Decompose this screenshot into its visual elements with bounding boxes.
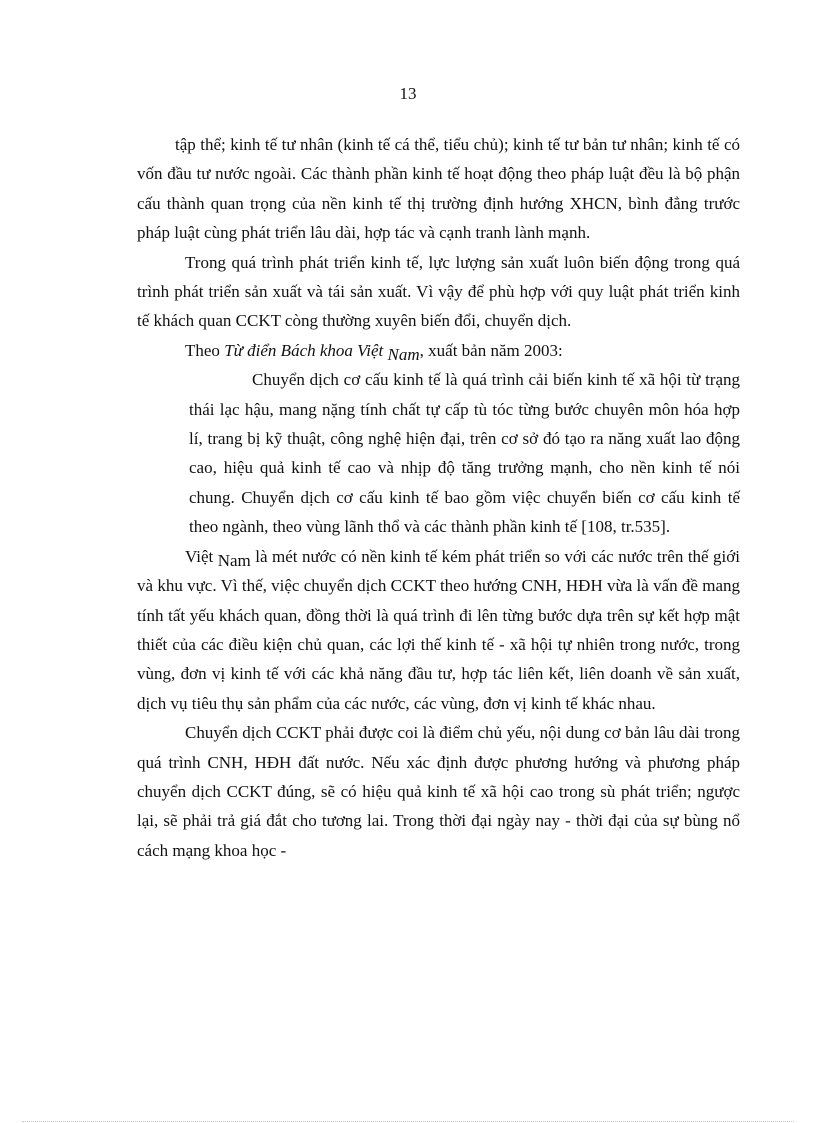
paragraph-5-lead: Việt	[185, 546, 218, 566]
paragraph-6: Chuyển dịch CCKT phải được coi là điểm chủ yếu, nội dung cơ bản lâu dài trong quá trình CNH, HĐH đất nước. Nếu xác định được phương hướng và phương pháp chuyển dịch CCKT đúng, sẽ có hiệu quả kinh tế xã hội cao trong sù phát triển; ngược lại, sẽ phải trả giá đắt cho tương lai. Trong thời đại ngày nay - thời đại của sự bùng nổ cách mạng khoa học -	[137, 723, 740, 860]
body-text	[137, 130, 740, 865]
paragraph-5	[137, 542, 740, 718]
page-bottom-divider	[22, 1121, 794, 1122]
block-quote: Chuyển dịch cơ cấu kinh tế là quá trình cải biến kinh tế xã hội từ trạng thái lạc hậu, mang nặng tính chất tự cấp tù tóc từng bước chuyên môn hóa hợp lí, trang bị kỹ thuật, công nghệ hiện đại, trên cơ sở đó tạo ra năng xuất lao động cao, hiệu quả kinh tế cao và nhịp độ tăng trưởng mạnh, cho nền kinh tế nói chung. Chuyển dịch cơ cấu kinh tế bao gồm việc chuyển biến cơ cấu kinh tế theo ngành, theo vùng lãnh thổ và các thành phần kinh tế [108, tr.535].	[189, 370, 740, 537]
dictionary-title: Từ điển Bách khoa Việt	[224, 340, 388, 360]
page-number: 13	[399, 84, 417, 103]
paragraph-3	[137, 336, 740, 365]
paragraph-2: Trong quá trình phát triển kinh tế, lực lượng sản xuất luôn biến động trong quá trình phát triển sản xuất và tái sản xuất. Vì vậy để phù hợp với quy luật phát triển kinh tế khách quan CCKT còng thường xuyên biến đổi, chuyển dịch.	[137, 252, 740, 331]
paragraph-1: tập thể; kinh tế tư nhân (kinh tế cá thể, tiểu chủ); kinh tế tư bản tư nhân; kinh tế có vốn đầu tư nước ngoài. Các thành phần kinh tế hoạt động theo pháp luật đều là bộ phận cấu thành quan trọng của nền kinh tế thị trường định hướng XHCN, bình đẳng trước pháp luật cùng phát triển lâu dài, hợp tác và cạnh tranh lành mạnh.	[137, 135, 740, 243]
paragraph-3-tail: , xuất bản năm 2003:	[419, 340, 563, 360]
paragraph-5-tail: là mét nước có nền kinh tế kém phát triển so với các nước trên thế giới và khu vực. Vì thế, việc chuyển dịch CCKT theo hướng CNH, HĐH vừa là vấn đề mang tính tất yếu khách quan, đồng thời là quá trình đi lên từng bước dựa trên sự kết hợp mật thiết của các điều kiện chủ quan, các lợi thế kinh tế - xã hội tự nhiên trong nước, trong vùng, đơn vị kinh tế với các khả năng đầu tư, hợp tác liên kết, liên doanh về sản xuất, dịch vụ tiêu thụ sản phẩm của các nước, các vùng, đơn vị kinh tế khác nhau.	[137, 546, 740, 713]
paragraph-5-nam: Nam	[217, 550, 251, 570]
paragraph-3-lead: Theo	[185, 340, 225, 360]
dictionary-title-nam: Nam	[387, 344, 420, 364]
